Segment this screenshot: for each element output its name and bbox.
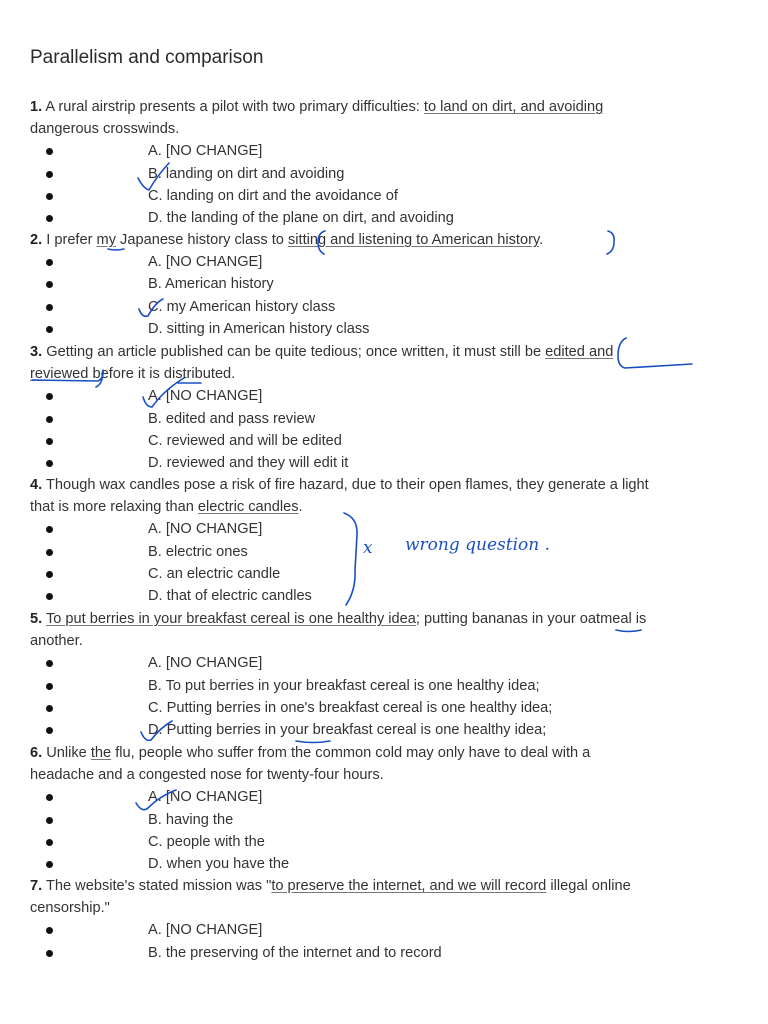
underlined-phrase: To put berries in your breakfast cereal is one healthy idea xyxy=(45,611,416,627)
underlined-phrase: electric candles xyxy=(197,499,299,516)
bullet-icon xyxy=(46,215,53,222)
answer-option[interactable]: A. [NO CHANGE] xyxy=(148,254,263,271)
question-7-continued xyxy=(30,897,110,919)
bullet-icon xyxy=(46,794,53,801)
bullet-icon xyxy=(46,593,53,600)
bullet-icon xyxy=(46,393,53,400)
bracket-left xyxy=(618,338,692,368)
handwritten-x-mark: x xyxy=(363,538,373,558)
answer-option[interactable]: B. the preserving of the internet and to record xyxy=(148,944,442,961)
answer-option[interactable]: B. electric ones xyxy=(148,543,248,560)
answer-option[interactable]: D. Putting berries in your breakfast cereal is one healthy idea; xyxy=(148,722,547,738)
answer-option[interactable]: A. [NO CHANGE] xyxy=(148,789,263,806)
question-text: Unlike xyxy=(46,745,91,761)
question-5-continued xyxy=(30,630,83,652)
answer-option[interactable]: D. sitting in American history class xyxy=(148,320,370,337)
question-number: 7. xyxy=(30,878,43,894)
question-4-continued xyxy=(30,496,303,518)
question-text: I prefer xyxy=(46,232,97,248)
answer-option[interactable]: D. reviewed and they will edit it xyxy=(148,455,349,471)
answer-option[interactable]: C. an electric candle xyxy=(148,565,281,582)
answer-option[interactable]: B. American history xyxy=(148,276,274,293)
bullet-icon xyxy=(46,148,53,155)
bullet-icon xyxy=(46,193,53,200)
bullet-icon xyxy=(46,438,53,445)
question-6-continued xyxy=(30,764,384,786)
bullet-icon xyxy=(46,660,53,667)
question-number: 4. xyxy=(30,477,43,493)
bullet-icon xyxy=(46,727,53,734)
bullet-icon xyxy=(46,416,53,423)
bracket-right xyxy=(607,231,614,254)
question-text: ; putting bananas in your oatmeal is xyxy=(415,611,647,627)
question-number: 3. xyxy=(30,344,43,360)
question-7 xyxy=(30,875,631,897)
answer-option[interactable]: D. that of electric candles xyxy=(148,588,312,604)
bullet-icon xyxy=(46,571,53,578)
question-number: 5. xyxy=(30,611,43,627)
bullet-icon xyxy=(46,927,53,934)
answer-option[interactable]: A. [NO CHANGE] xyxy=(148,655,263,672)
answer-option[interactable]: C. Putting berries in one's breakfast cereal is one healthy idea; xyxy=(148,699,553,716)
question-number: 6. xyxy=(30,745,43,761)
question-4 xyxy=(30,474,649,496)
question-number: 1. xyxy=(30,99,43,115)
question-number: 2. xyxy=(30,232,43,248)
bullet-icon xyxy=(46,705,53,712)
answer-option[interactable]: C. my American history class xyxy=(148,298,336,315)
bracket-right xyxy=(344,513,357,605)
question-text: another. xyxy=(30,633,83,650)
question-3-continued xyxy=(30,363,235,385)
question-6 xyxy=(30,742,590,764)
answer-option[interactable]: A. [NO CHANGE] xyxy=(148,388,263,405)
bullet-icon xyxy=(46,861,53,868)
question-text: illegal online xyxy=(546,878,631,894)
underlined-phrase: to preserve the internet, and we will record xyxy=(271,878,547,894)
question-text: Though wax candles pose a risk of fire hazard, due to their open flames, they generate a light xyxy=(45,477,649,493)
question-2 xyxy=(30,229,543,251)
ink-underline xyxy=(616,630,641,632)
question-text: . xyxy=(298,499,303,516)
question-text: Japanese history class to xyxy=(116,232,288,248)
underlined-phrase: sitting and listening to American history xyxy=(287,232,540,248)
question-text: A rural airstrip presents a pilot with two primary difficulties: xyxy=(45,99,424,115)
answer-option[interactable]: B. edited and pass review xyxy=(148,410,316,427)
question-text: that is more relaxing than xyxy=(30,499,198,516)
answer-option[interactable]: B. having the xyxy=(148,811,234,828)
question-1-continued xyxy=(30,118,179,140)
bullet-icon xyxy=(46,950,53,957)
question-text: before it is distributed. xyxy=(88,366,236,383)
question-text: dangerous crosswinds. xyxy=(30,121,180,138)
bullet-icon xyxy=(46,683,53,690)
bullet-icon xyxy=(46,281,53,288)
bullet-icon xyxy=(46,549,53,556)
bullet-icon xyxy=(46,526,53,533)
question-text: . xyxy=(539,232,544,248)
question-text: The website's stated mission was " xyxy=(45,878,272,894)
answer-option[interactable]: B. landing on dirt and avoiding xyxy=(148,165,345,182)
underlined-phrase: the xyxy=(90,745,112,761)
answer-option[interactable]: D. the landing of the plane on dirt, and avoiding xyxy=(148,210,454,226)
underlined-phrase: my xyxy=(96,232,116,248)
bullet-icon xyxy=(46,326,53,333)
underlined-phrase: edited and xyxy=(545,344,614,360)
question-3 xyxy=(30,341,613,363)
answer-option[interactable]: D. when you have the xyxy=(148,856,290,872)
question-1 xyxy=(30,96,603,118)
question-text: flu, people who suffer from the common cold may only have to deal with a xyxy=(111,745,591,761)
answer-option[interactable]: A. [NO CHANGE] xyxy=(148,922,263,939)
question-text: censorship." xyxy=(30,900,110,917)
handwritten-note: wrong question . xyxy=(405,535,551,555)
answer-option[interactable]: A. [NO CHANGE] xyxy=(148,521,263,538)
bullet-icon xyxy=(46,460,53,467)
bullet-icon xyxy=(46,817,53,824)
page-title: Parallelism and comparison xyxy=(30,47,264,68)
answer-option[interactable]: C. reviewed and will be edited xyxy=(148,432,342,449)
underlined-phrase: to land on dirt, and avoiding xyxy=(423,99,604,115)
answer-option[interactable]: A. [NO CHANGE] xyxy=(148,143,263,160)
bullet-icon xyxy=(46,304,53,311)
question-text: headache and a congested nose for twenty-four hours. xyxy=(30,767,384,784)
bullet-icon xyxy=(46,259,53,266)
bullet-icon xyxy=(46,839,53,846)
question-text: Getting an article published can be quite tedious; once written, it must still be xyxy=(46,344,546,360)
underlined-phrase: reviewed xyxy=(30,366,89,383)
bullet-icon xyxy=(46,171,53,178)
answer-option[interactable]: B. To put berries in your breakfast cereal is one healthy idea; xyxy=(148,677,540,694)
answer-option[interactable]: C. people with the xyxy=(148,833,265,850)
answer-option[interactable]: C. landing on dirt and the avoidance of xyxy=(148,187,398,204)
question-5 xyxy=(30,608,646,630)
